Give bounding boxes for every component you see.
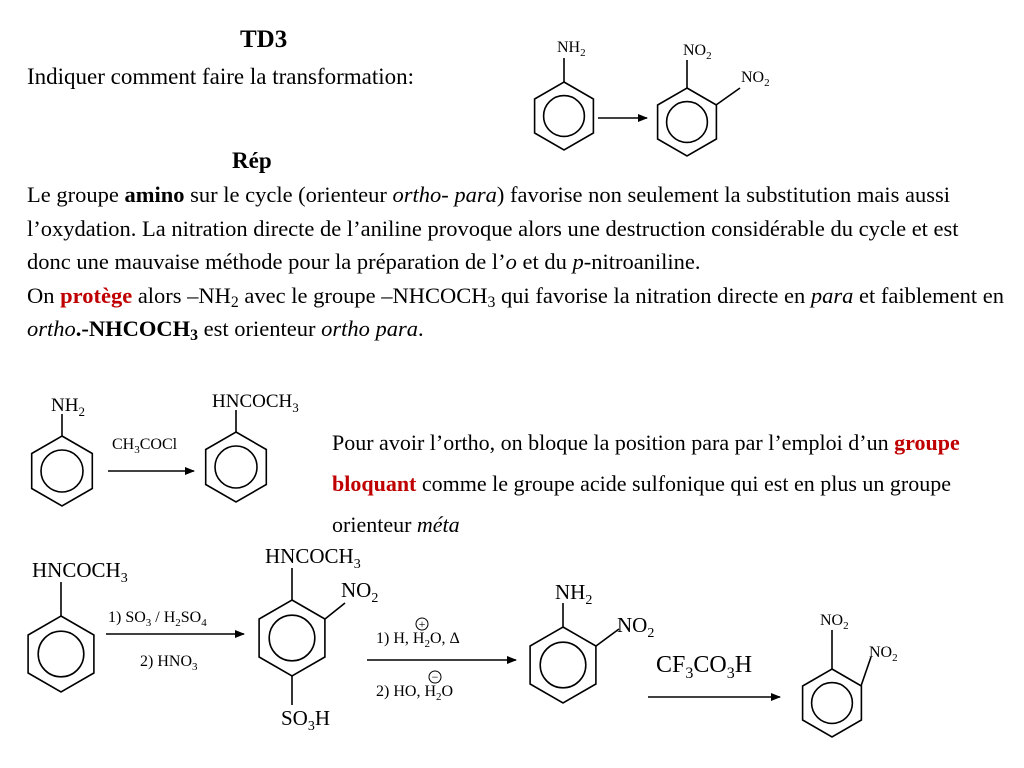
svg-text:+: + [418, 617, 426, 631]
label-nh2-bottom: $NH_2$ [555, 580, 593, 608]
bond-no2-bottom [596, 629, 619, 646]
blocking-group-text: Pour avoir l’ortho, on bloque la position para par l’emploi d’un groupe bloquant comme le groupe acide sulfonique qui est en plus un groupe orienteur méta [332, 430, 960, 537]
label-no2-bottom: $NO_2$ [617, 613, 655, 641]
ring-acetanilide-start-aromatic-circle [38, 631, 84, 677]
label-nh2-mid: $NH_2$ [51, 395, 85, 419]
ring-sulfonated-inter-aromatic-circle [269, 615, 315, 661]
label-no2-top-b: $NO_2$ [741, 69, 770, 89]
label-so3h: $SO_3H$ [281, 706, 331, 734]
bond-no2-top-b [716, 88, 740, 105]
reagent-cf3co3h: $CF_3CO_3H$ [656, 652, 753, 682]
reagent-sulfonation: 1) $SO_3 / H_2SO_4$ [108, 609, 207, 629]
label-no2-final-a: $NO_2$ [820, 612, 849, 632]
substituent-bonds [61, 58, 871, 705]
question-text: Indiquer comment faire la transformation: [27, 64, 415, 89]
reagent-base-wash: 2) HO, $H_2O$ [376, 683, 454, 703]
highlight-protege: protège [60, 282, 133, 308]
reagent-nitration: 2) $HNO_3$ [140, 653, 198, 673]
ring-acetanilide-mid-aromatic-circle [215, 446, 257, 488]
reagent-acid-hydrolysis: 1) H, $H_2O$, Δ [376, 630, 460, 650]
label-nh2-top: $NH_2$ [557, 39, 586, 59]
ring-dinitro-final-aromatic-circle [812, 683, 853, 724]
label-nhcoch3-inter: $HNCOCH_3$ [265, 544, 361, 572]
bond-no2-final-b [861, 657, 871, 686]
label-no2-inter: $NO_2$ [341, 578, 379, 606]
page-title: TD3 [240, 26, 288, 53]
ring-nitroaniline-aromatic-circle [540, 642, 586, 688]
bond-no2-inter [325, 603, 345, 619]
explanation-text: Le groupe amino sur le cycle (orienteur ortho- para) favorise non seulement la substitution mais aussi l’oxydation. La nitration directe de l’aniline provoque alors une destruction considérable du cycle et est donc une mauvaise méthode pour la préparation de l’o et du p-nitroaniline. On protège alors $-NH_2$ avec le groupe $-NHCOCH_3$ qui favorise la nitration directe en para et faiblement en $ortho.-NHCOCH_3$ est orienteur ortho para. [27, 182, 1004, 344]
label-no2-top-a: $NO_2$ [683, 42, 712, 62]
highlight-groupe-bloquant: groupe bloquant [332, 430, 960, 496]
answer-heading: Rép [232, 148, 272, 173]
svg-text:−: − [431, 670, 439, 684]
label-no2-final-b: $NO_2$ [869, 644, 898, 664]
ring-dinitro-top-aromatic-circle [667, 102, 708, 143]
ring-aniline-top-aromatic-circle [544, 96, 585, 137]
label-nhcoch3-mid: $HNCOCH_3$ [212, 391, 299, 415]
label-nhcoch3-start: $HNCOCH_3$ [32, 558, 128, 586]
reagent-ch3cocl: $CH_3COCl$ [112, 436, 178, 456]
ring-aniline-mid-aromatic-circle [41, 450, 83, 492]
